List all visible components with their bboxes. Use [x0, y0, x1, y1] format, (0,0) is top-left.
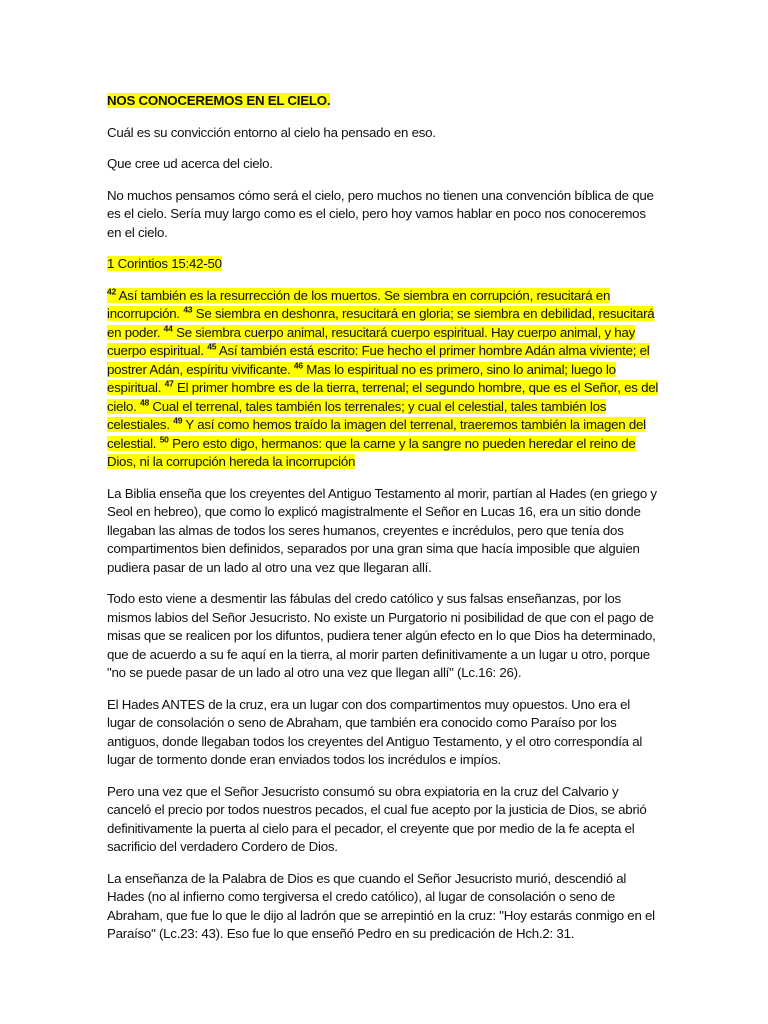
body-paragraph-2: Todo esto viene a desmentir las fábulas del credo católico y sus falsas enseñanzas, por los mismos labios del Señor Jesucristo. No existe un Purgatorio ni posibilidad de que con el pago de misas que se realicen por los difuntos, pudiera tener algún efecto en lo que Dios ha determinado, que de acuerdo a su fe aquí en la tierra, al morir parten definitivamente a un lugar u otro, porque "no se puede pasar de un lado al otro una vez que llegan allí" (Lc.16: 26).	[107, 591, 656, 680]
body-paragraph-1: La Biblia enseña que los creyentes del Antiguo Testamento al morir, partían al Hades (en griego y Seol en hebreo), que como lo explicó magistralmente el Señor en Lucas 16, era un sitio donde llegaban las almas de todos los seres humanos, creyentes e incrédulos, pero que tenía dos compartimentos bien definidos, separados por una gran sima que hacía imposible que alguien pudiera pasar de un lado al otro una vez que llegaran allí.	[107, 485, 657, 575]
verse-number: 45	[207, 341, 217, 352]
verse-text: Mas lo espiritual no es primero, sino lo animal; luego lo espiritual.	[107, 361, 616, 395]
verse-text: Así también es la resurrección de los muertos. Se siembra en corrupción, resucitará en incorrupción.	[107, 287, 611, 321]
document-page	[107, 92, 660, 957]
verse-text: Se siembra en deshonra, resucitará en gloria; se siembra en debilidad, resucitará en poder.	[107, 306, 655, 340]
verse-text: Cual el terrenal, tales también los terrenales; y cual el celestial, tales también los celestiales.	[107, 398, 607, 432]
body-paragraph-3: El Hades ANTES de la cruz, era un lugar con dos compartimentos muy opuestos. Uno era el lugar de consolación o seno de Abraham, que también era conocido como Paraíso por los antiguos, donde llegaban todos los creyentes del Antiguo Testamento, y el otro correspondía al lugar de tormento donde eran enviados todos los incrédulos e impíos.	[107, 696, 643, 767]
verse-number: 47	[164, 378, 174, 389]
verse-text: Así también está escrito: Fue hecho el primer hombre Adán alma viviente; el postrer Adán, espíritu vivificante.	[107, 343, 650, 377]
body-paragraph-5: La enseñanza de la Palabra de Dios es que cuando el Señor Jesucristo murió, descendió al Hades (no al infierno como tergiversa el credo católico), al lugar de consolación o seno de Abraham, que fue lo que le dijo al ladrón que se arrepintió en la cruz: "Hoy estarás conmigo en el Paraíso" (Lc.23: 43). Eso fue lo que enseñó Pedro en su predicación de Hch.2: 31.	[107, 870, 655, 941]
intro-paragraph-3: No muchos pensamos cómo será el cielo, pero muchos no tienen una convención bíblica de que es el cielo. Sería muy largo como es el cielo, pero hoy vamos hablar en poco nos conoceremos en el cielo.	[107, 187, 654, 240]
scripture-reference-paragraph	[107, 255, 660, 274]
verse-number: 43	[183, 304, 193, 315]
verse-text: Y así como hemos traído la imagen del terrenal, traeremos también la imagen del celestial.	[107, 417, 646, 451]
verse-number: 46	[293, 360, 303, 371]
verse-number: 49	[173, 415, 183, 426]
intro-paragraph-1: Cuál es su convicción entorno al cielo ha pensado en eso.	[107, 124, 436, 140]
scripture-passage	[107, 287, 660, 472]
verse-number: 44	[163, 323, 173, 334]
document-title-paragraph	[107, 92, 660, 111]
verse-text: Se siembra cuerpo animal, resucitará cuerpo espiritual. Hay cuerpo animal, y hay cuerpo espiritual.	[107, 324, 635, 358]
scripture-reference: 1 Corintios 15:42-50	[107, 256, 222, 271]
verse-number: 48	[140, 397, 149, 408]
intro-paragraph-2: Que cree ud acerca del cielo.	[107, 156, 273, 171]
verse-text: El primer hombre es de la tierra, terrenal; el segundo hombre, que es el Señor, es del cielo.	[107, 380, 659, 414]
body-paragraph-4: Pero una vez que el Señor Jesucristo consumó su obra expiatoria en la cruz del Calvario y canceló el precio por todos nuestros pecados, el cual fue acepto por la justicia de Dios, se abrió definitivamente la puerta al cielo para el pecador, el creyente que por medio de la fe acepta el sacrificio del verdadero Cordero de Dios.	[107, 783, 647, 854]
document-title: NOS CONOCEREMOS EN EL CIELO.	[107, 93, 331, 108]
verse-block	[107, 288, 658, 470]
verse-text: Pero esto digo, hermanos: que la carne y la sangre no pueden heredar el reino de Dios, ni la corrupción hereda la incorrupción	[107, 435, 636, 469]
verse-number: 50	[159, 434, 169, 445]
verse-number: 42	[107, 286, 116, 297]
